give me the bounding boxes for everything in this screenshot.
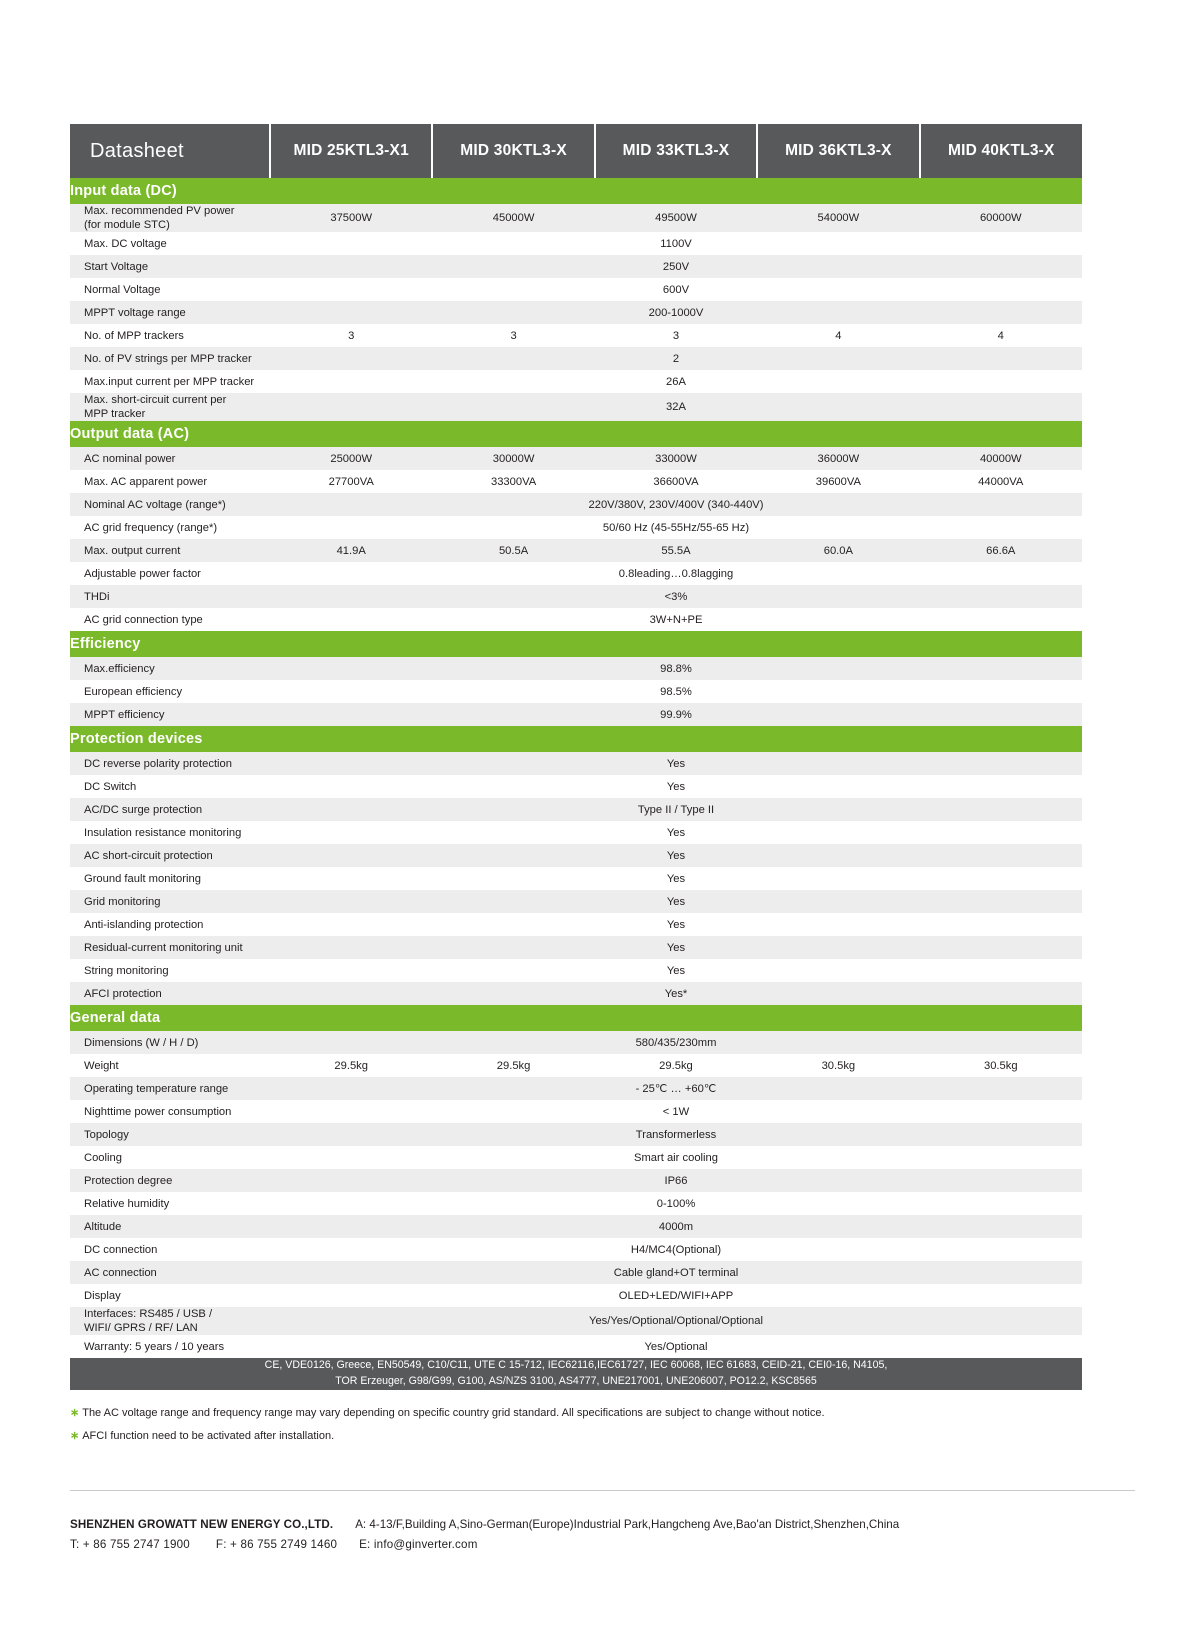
table-row xyxy=(70,562,1082,585)
row-label-cell xyxy=(70,255,270,278)
row-label: AC/DC surge protection xyxy=(84,803,203,816)
row-label-cell xyxy=(70,204,270,232)
row-label: Interfaces: RS485 / USB / xyxy=(84,1308,213,1320)
table-row xyxy=(70,1335,1082,1358)
row-value-cell: 29.5kg xyxy=(432,1054,594,1077)
row-value-cell: 30000W xyxy=(432,447,594,470)
row-label-cell xyxy=(70,959,270,982)
row-label-cell xyxy=(70,608,270,631)
company-tel: + 86 755 2747 1900 xyxy=(82,1538,190,1551)
row-label-second-line: MPP tracker xyxy=(84,408,146,420)
row-value-cell: 50.5A xyxy=(432,539,594,562)
row-label-cell xyxy=(70,1215,270,1238)
row-value-cell-span: Smart air cooling xyxy=(270,1146,1082,1169)
row-label-cell xyxy=(70,936,270,959)
row-label: Nominal AC voltage (range*) xyxy=(84,498,226,511)
model-header-3: MID 33KTL3-X xyxy=(595,124,757,178)
row-label: Protection degree xyxy=(84,1174,173,1187)
row-value-cell: 54000W xyxy=(757,204,919,232)
row-value-cell: 25000W xyxy=(270,447,432,470)
row-value-cell: 30.5kg xyxy=(757,1054,919,1077)
row-value-cell-span: < 1W xyxy=(270,1100,1082,1123)
certifications-line-2: TOR Erzeuger, G98/G99, G100, AS/NZS 3100, AS4777, UNE217001, UNE206007, PO12.2, KSC8565 xyxy=(335,1374,817,1387)
row-value-cell-span: Yes xyxy=(270,844,1082,867)
footnote-text: AFCI function need to be activated after installation. xyxy=(82,1429,335,1442)
row-value-cell-span: Type II / Type II xyxy=(270,798,1082,821)
row-value-cell-span: <3% xyxy=(270,585,1082,608)
row-label: Display xyxy=(84,1289,121,1302)
table-row xyxy=(70,1123,1082,1146)
table-row xyxy=(70,1146,1082,1169)
company-line-2 xyxy=(70,1538,899,1551)
model-header-1: MID 25KTL3-X1 xyxy=(270,124,432,178)
row-label-cell xyxy=(70,1261,270,1284)
row-label-cell xyxy=(70,752,270,775)
footer-divider xyxy=(70,1490,1135,1491)
row-label-cell xyxy=(70,324,270,347)
table-row xyxy=(70,867,1082,890)
row-value-cell: 45000W xyxy=(432,204,594,232)
row-label-cell xyxy=(70,1146,270,1169)
row-value-cell-span: Yes xyxy=(270,752,1082,775)
footnote xyxy=(70,1429,1090,1444)
section-title: Protection devices xyxy=(70,726,1082,752)
row-value-cell-span: 4000m xyxy=(270,1215,1082,1238)
table-row xyxy=(70,608,1082,631)
datasheet-title: Datasheet xyxy=(70,124,270,178)
section-header-row xyxy=(70,421,1082,447)
row-value-cell: 40000W xyxy=(920,447,1082,470)
row-value-cell: 39600VA xyxy=(757,470,919,493)
row-label: Max. AC apparent power xyxy=(84,475,208,488)
row-label: Start Voltage xyxy=(84,260,149,273)
row-label: THDi xyxy=(84,590,110,603)
row-value-cell: 4 xyxy=(920,324,1082,347)
row-value-cell: 55.5A xyxy=(595,539,757,562)
row-label: No. of PV strings per MPP tracker xyxy=(84,352,252,365)
table-row xyxy=(70,393,1082,421)
table-row xyxy=(70,913,1082,936)
table-row xyxy=(70,657,1082,680)
table-body xyxy=(70,124,1082,1390)
table-row xyxy=(70,539,1082,562)
row-label-cell xyxy=(70,516,270,539)
table-row xyxy=(70,585,1082,608)
row-label: Grid monitoring xyxy=(84,895,161,908)
row-label-cell xyxy=(70,1335,270,1358)
row-label: Normal Voltage xyxy=(84,283,161,296)
row-label-cell xyxy=(70,278,270,301)
row-value-cell-span: Yes xyxy=(270,890,1082,913)
row-label: Cooling xyxy=(84,1151,122,1164)
email-label: E: xyxy=(359,1538,371,1551)
row-label-cell xyxy=(70,585,270,608)
table-row xyxy=(70,255,1082,278)
tel-label: T: xyxy=(70,1538,80,1551)
row-label: AFCI protection xyxy=(84,987,162,1000)
row-value-cell-span: Yes xyxy=(270,959,1082,982)
table-row xyxy=(70,516,1082,539)
table-row xyxy=(70,844,1082,867)
section-header-row xyxy=(70,726,1082,752)
model-header-5: MID 40KTL3-X xyxy=(920,124,1082,178)
row-label: Max. DC voltage xyxy=(84,237,167,250)
row-label-cell xyxy=(70,470,270,493)
row-value-cell-span: 0-100% xyxy=(270,1192,1082,1215)
table-row xyxy=(70,301,1082,324)
certifications-line-1: CE, VDE0126, Greece, EN50549, C10/C11, UTE C 15-712, IEC62116,IEC61727, IEC 60068, IEC 61683, CEID-21, CEI0-16, N4105, xyxy=(264,1359,888,1371)
certifications-cell xyxy=(70,1358,1082,1390)
row-value-cell-span: Yes* xyxy=(270,982,1082,1005)
table-row xyxy=(70,278,1082,301)
table-row xyxy=(70,703,1082,726)
row-label: European efficiency xyxy=(84,685,183,698)
row-label-second-line: (for module STC) xyxy=(84,219,170,231)
row-label: Adjustable power factor xyxy=(84,567,201,580)
row-value-cell: 3 xyxy=(432,324,594,347)
footnote-text: The AC voltage range and frequency range may vary depending on specific country grid standard. All specifications are subject to change without notice. xyxy=(82,1407,825,1419)
table-row xyxy=(70,1261,1082,1284)
row-value-cell: 30.5kg xyxy=(920,1054,1082,1077)
row-label: DC connection xyxy=(84,1243,158,1256)
company-line-1 xyxy=(70,1518,899,1531)
row-label-cell xyxy=(70,890,270,913)
row-value-cell-span: 98.8% xyxy=(270,657,1082,680)
row-value-cell-span: 250V xyxy=(270,255,1082,278)
row-label: Relative humidity xyxy=(84,1197,170,1210)
row-label: Residual-current monitoring unit xyxy=(84,941,243,954)
row-label: AC short-circuit protection xyxy=(84,849,213,862)
table-row xyxy=(70,493,1082,516)
company-email: info@ginverter.com xyxy=(373,1538,478,1551)
row-value-cell: 4 xyxy=(757,324,919,347)
model-header-2: MID 30KTL3-X xyxy=(432,124,594,178)
row-label-cell xyxy=(70,821,270,844)
row-value-cell-span: 580/435/230mm xyxy=(270,1031,1082,1054)
row-label-cell xyxy=(70,347,270,370)
row-value-cell: 33300VA xyxy=(432,470,594,493)
datasheet-table-wrapper xyxy=(70,124,1082,1390)
row-label-cell xyxy=(70,1284,270,1307)
table-row xyxy=(70,1031,1082,1054)
row-value-cell: 37500W xyxy=(270,204,432,232)
row-label: Warranty: 5 years / 10 years xyxy=(84,1340,225,1353)
row-value-cell-span: Cable gland+OT terminal xyxy=(270,1261,1082,1284)
company-address: 4-13/F,Building A,Sino-German(Europe)Industrial Park,Hangcheng Ave,Bao'an District,Shenzhen,China xyxy=(369,1518,900,1531)
row-value-cell: 3 xyxy=(270,324,432,347)
section-header-row xyxy=(70,1005,1082,1031)
row-label-cell xyxy=(70,844,270,867)
table-row xyxy=(70,1169,1082,1192)
row-label: Weight xyxy=(84,1059,119,1072)
row-value-cell: 60.0A xyxy=(757,539,919,562)
row-label: Max. output current xyxy=(84,544,181,557)
row-label: AC connection xyxy=(84,1266,157,1279)
row-value-cell-span: 99.9% xyxy=(270,703,1082,726)
row-value-cell-span: - 25℃ … +60℃ xyxy=(270,1077,1082,1100)
row-label-cell xyxy=(70,775,270,798)
table-header-row xyxy=(70,124,1082,178)
row-label: DC Switch xyxy=(84,780,137,793)
row-value-cell: 27700VA xyxy=(270,470,432,493)
row-label: AC grid connection type xyxy=(84,613,203,626)
row-value-cell: 36600VA xyxy=(595,470,757,493)
row-label: AC grid frequency (range*) xyxy=(84,521,218,534)
row-value-cell-span: 26A xyxy=(270,370,1082,393)
table-row xyxy=(70,324,1082,347)
row-label-cell xyxy=(70,1307,270,1335)
row-value-cell-span: Yes xyxy=(270,936,1082,959)
row-label-cell xyxy=(70,680,270,703)
row-label-cell xyxy=(70,913,270,936)
asterisk-icon: ∗ xyxy=(70,1407,80,1419)
row-label-cell xyxy=(70,539,270,562)
table-row xyxy=(70,775,1082,798)
table-row xyxy=(70,821,1082,844)
row-value-cell: 66.6A xyxy=(920,539,1082,562)
row-label-second-line: WIFI/ GPRS / RF/ LAN xyxy=(84,1322,198,1334)
row-label-cell xyxy=(70,1123,270,1146)
row-value-cell-span: 600V xyxy=(270,278,1082,301)
section-header-row xyxy=(70,178,1082,204)
company-fax: + 86 755 2749 1460 xyxy=(230,1538,338,1551)
row-value-cell: 29.5kg xyxy=(595,1054,757,1077)
row-value-cell-span: IP66 xyxy=(270,1169,1082,1192)
section-title: General data xyxy=(70,1005,1082,1031)
row-value-cell-span: 1100V xyxy=(270,232,1082,255)
section-title: Input data (DC) xyxy=(70,178,1082,204)
row-label-cell xyxy=(70,1031,270,1054)
specifications-table xyxy=(70,124,1082,1390)
row-value-cell: 3 xyxy=(595,324,757,347)
asterisk-icon: ∗ xyxy=(70,1429,80,1442)
row-value-cell-span: Yes/Optional xyxy=(270,1335,1082,1358)
row-label-cell xyxy=(70,301,270,324)
row-label-cell xyxy=(70,703,270,726)
row-label-cell xyxy=(70,1169,270,1192)
section-header-row xyxy=(70,631,1082,657)
row-label: MPPT voltage range xyxy=(84,306,186,319)
row-label: Insulation resistance monitoring xyxy=(84,826,242,839)
row-label: AC nominal power xyxy=(84,452,176,465)
row-value-cell: 29.5kg xyxy=(270,1054,432,1077)
row-label-cell xyxy=(70,562,270,585)
address-label: A: xyxy=(355,1518,367,1531)
row-label-cell xyxy=(70,1054,270,1077)
table-row xyxy=(70,470,1082,493)
table-row xyxy=(70,347,1082,370)
row-label-cell xyxy=(70,393,270,421)
fax-label: F: xyxy=(215,1538,227,1551)
table-row xyxy=(70,959,1082,982)
row-value-cell: 49500W xyxy=(595,204,757,232)
table-row xyxy=(70,680,1082,703)
row-value-cell-span: 0.8leading…0.8lagging xyxy=(270,562,1082,585)
row-value-cell-span: 50/60 Hz (45-55Hz/55-65 Hz) xyxy=(270,516,1082,539)
table-row xyxy=(70,1077,1082,1100)
row-label-cell xyxy=(70,1077,270,1100)
table-row xyxy=(70,447,1082,470)
row-value-cell-span: 3W+N+PE xyxy=(270,608,1082,631)
table-row xyxy=(70,204,1082,232)
table-row xyxy=(70,1054,1082,1077)
table-row xyxy=(70,1284,1082,1307)
row-value-cell: 60000W xyxy=(920,204,1082,232)
row-label: Max.input current per MPP tracker xyxy=(84,375,255,388)
table-row xyxy=(70,1192,1082,1215)
row-label: Altitude xyxy=(84,1220,122,1233)
row-label-cell xyxy=(70,657,270,680)
row-label: Operating temperature range xyxy=(84,1082,229,1095)
table-row xyxy=(70,798,1082,821)
table-row xyxy=(70,752,1082,775)
row-label: Max. short-circuit current per xyxy=(84,394,227,406)
row-label: Topology xyxy=(84,1128,129,1141)
row-label: Anti-islanding protection xyxy=(84,918,204,931)
row-value-cell-span: 32A xyxy=(270,393,1082,421)
table-row xyxy=(70,1215,1082,1238)
table-row xyxy=(70,1100,1082,1123)
table-row xyxy=(70,232,1082,255)
row-label-cell xyxy=(70,370,270,393)
row-label-cell xyxy=(70,232,270,255)
table-row xyxy=(70,370,1082,393)
row-label: Max.efficiency xyxy=(84,662,155,675)
row-value-cell-span: Yes xyxy=(270,775,1082,798)
row-value-cell-span: Yes/Yes/Optional/Optional/Optional xyxy=(270,1307,1082,1335)
row-label: No. of MPP trackers xyxy=(84,329,184,342)
row-label: MPPT efficiency xyxy=(84,708,165,721)
row-value-cell-span: 98.5% xyxy=(270,680,1082,703)
table-row xyxy=(70,1238,1082,1261)
table-row xyxy=(70,982,1082,1005)
row-value-cell: 44000VA xyxy=(920,470,1082,493)
row-value-cell-span: H4/MC4(Optional) xyxy=(270,1238,1082,1261)
row-value-cell-span: Transformerless xyxy=(270,1123,1082,1146)
model-header-4: MID 36KTL3-X xyxy=(757,124,919,178)
row-value-cell-span: Yes xyxy=(270,913,1082,936)
row-label: String monitoring xyxy=(84,964,169,977)
row-label-cell xyxy=(70,867,270,890)
table-row xyxy=(70,1307,1082,1335)
footnotes xyxy=(70,1406,1090,1452)
company-name: SHENZHEN GROWATT NEW ENERGY CO.,LTD. xyxy=(70,1518,334,1531)
certifications-row xyxy=(70,1358,1082,1390)
row-value-cell-span: 200-1000V xyxy=(270,301,1082,324)
row-label-cell xyxy=(70,493,270,516)
row-label: Max. recommended PV power xyxy=(84,205,235,217)
row-value-cell-span: 2 xyxy=(270,347,1082,370)
row-value-cell: 41.9A xyxy=(270,539,432,562)
row-label-cell xyxy=(70,1100,270,1123)
row-value-cell-span: 220V/380V, 230V/400V (340-440V) xyxy=(270,493,1082,516)
row-value-cell-span: Yes xyxy=(270,821,1082,844)
footnote xyxy=(70,1406,1090,1421)
row-label-cell xyxy=(70,447,270,470)
row-label: Ground fault monitoring xyxy=(84,872,201,885)
table-row xyxy=(70,936,1082,959)
row-label: Dimensions (W / H / D) xyxy=(84,1036,199,1049)
section-title: Output data (AC) xyxy=(70,421,1082,447)
row-value-cell: 36000W xyxy=(757,447,919,470)
row-label-cell xyxy=(70,798,270,821)
row-label-cell xyxy=(70,982,270,1005)
row-label-cell xyxy=(70,1238,270,1261)
section-title: Efficiency xyxy=(70,631,1082,657)
row-label: DC reverse polarity protection xyxy=(84,757,232,770)
row-value-cell-span: OLED+LED/WIFI+APP xyxy=(270,1284,1082,1307)
table-row xyxy=(70,890,1082,913)
row-value-cell-span: Yes xyxy=(270,867,1082,890)
row-value-cell: 33000W xyxy=(595,447,757,470)
row-label-cell xyxy=(70,1192,270,1215)
company-info xyxy=(70,1518,899,1551)
row-label: Nighttime power consumption xyxy=(84,1105,232,1118)
